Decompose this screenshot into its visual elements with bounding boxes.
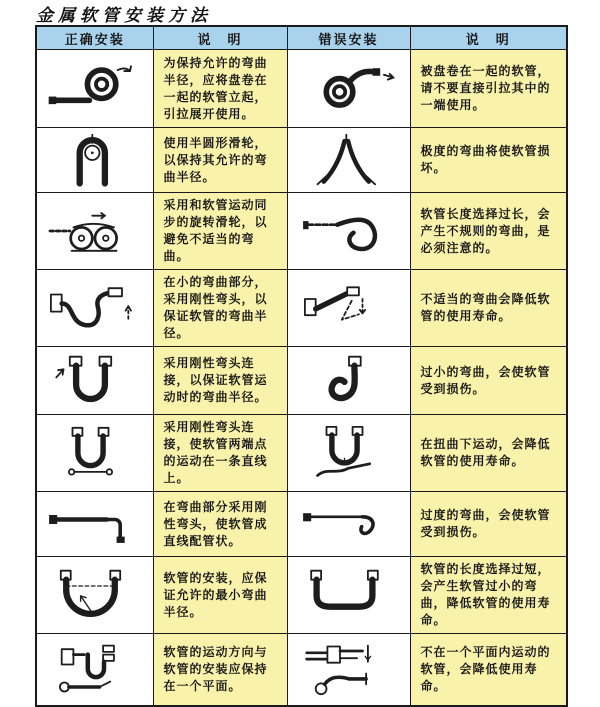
correct-description: 在小的弯曲部分，采用刚性弯头，以保证软管的弯曲半径。	[153, 270, 287, 347]
coiled-hose-upright-icon	[36, 50, 153, 128]
table-header-row	[36, 26, 567, 50]
correct-description: 使用半圆形滑轮，以保持其允许的弯曲半径。	[153, 128, 287, 193]
wrong-description: 在扭曲下运动，会降低软管的使用寿命。	[410, 415, 567, 492]
coiled-hose-pulled-end-icon	[287, 50, 410, 128]
correct-description: 采用和软管运动同步的旋转滑轮，以避免不适当的弯曲。	[153, 193, 287, 270]
column-header: 说 明	[153, 26, 287, 50]
correct-description: 为保持允许的弯曲半径，应将盘卷在一起的软管立起，引拉展开使用。	[153, 50, 287, 128]
synchronized-rotating-pulley-icon	[36, 193, 153, 270]
table-row	[36, 415, 567, 492]
correct-description: 软管的运动方向与软管的安装应保持在一个平面。	[153, 634, 287, 706]
wrong-description: 不适当的弯曲会降低软管的使用寿命。	[410, 270, 567, 347]
minimum-bend-radius-u-icon	[36, 557, 153, 634]
wrong-description: 极度的弯曲将使软管损坏。	[410, 128, 567, 193]
out-of-plane-motion-icon	[287, 634, 410, 706]
column-header: 正确安装	[36, 26, 153, 50]
correct-description: 采用刚性弯头连接，使软管两端点的运动在一条直线上。	[153, 415, 287, 492]
table-row	[36, 557, 567, 634]
wrong-description: 不在一个平面内运动的软管，会降低使用寿命。	[410, 634, 567, 706]
improper-bend-fitting-icon	[287, 270, 410, 347]
same-plane-motion-icon	[36, 634, 153, 706]
rigid-elbow-small-bend-icon	[36, 270, 153, 347]
table-row	[36, 347, 567, 415]
correct-description: 软管的安装，应保证允许的最小弯曲半径。	[153, 557, 287, 634]
twisted-motion-hose-icon	[287, 415, 410, 492]
wrong-description: 过小的弯曲，会使软管受到损伤。	[410, 347, 567, 415]
wrong-description: 软管长度选择过长，会产生不规则的弯曲，是必须注意的。	[410, 193, 567, 270]
correct-description: 在弯曲部分采用刚性弯头，使软管成直线配管状。	[153, 492, 287, 557]
installation-table	[35, 25, 568, 707]
table-row	[36, 50, 567, 128]
table-row	[36, 634, 567, 706]
table-row	[36, 270, 567, 347]
table-body	[36, 50, 567, 706]
wrong-description: 软管的长度选择过短，会产生软管过小的弯曲，降低软管的使用寿命。	[410, 557, 567, 634]
endpoints-straight-line-icon	[36, 415, 153, 492]
table-row	[36, 128, 567, 193]
table-row	[36, 193, 567, 270]
wrong-description: 被盘卷在一起的软管，请不要直接引拉其中的一端使用。	[410, 50, 567, 128]
correct-description: 采用刚性弯头连接，以保证软管运动时的弯曲半径。	[153, 347, 287, 415]
column-header: 说 明	[410, 26, 567, 50]
excessive-end-bend-icon	[287, 492, 410, 557]
semicircular-pulley-hose-icon	[36, 128, 153, 193]
excess-length-loop-icon	[287, 193, 410, 270]
rigid-elbow-u-hose-icon	[36, 347, 153, 415]
too-short-hose-icon	[287, 557, 410, 634]
extreme-bend-hose-icon	[287, 128, 410, 193]
page-title: 金属软管安装方法	[36, 6, 212, 26]
wrong-description: 过度的弯曲，会使软管受到损伤。	[410, 492, 567, 557]
column-header: 错误安装	[287, 26, 410, 50]
straight-pipe-with-elbow-icon	[36, 492, 153, 557]
too-small-bend-hook-icon	[287, 347, 410, 415]
table-row	[36, 492, 567, 557]
